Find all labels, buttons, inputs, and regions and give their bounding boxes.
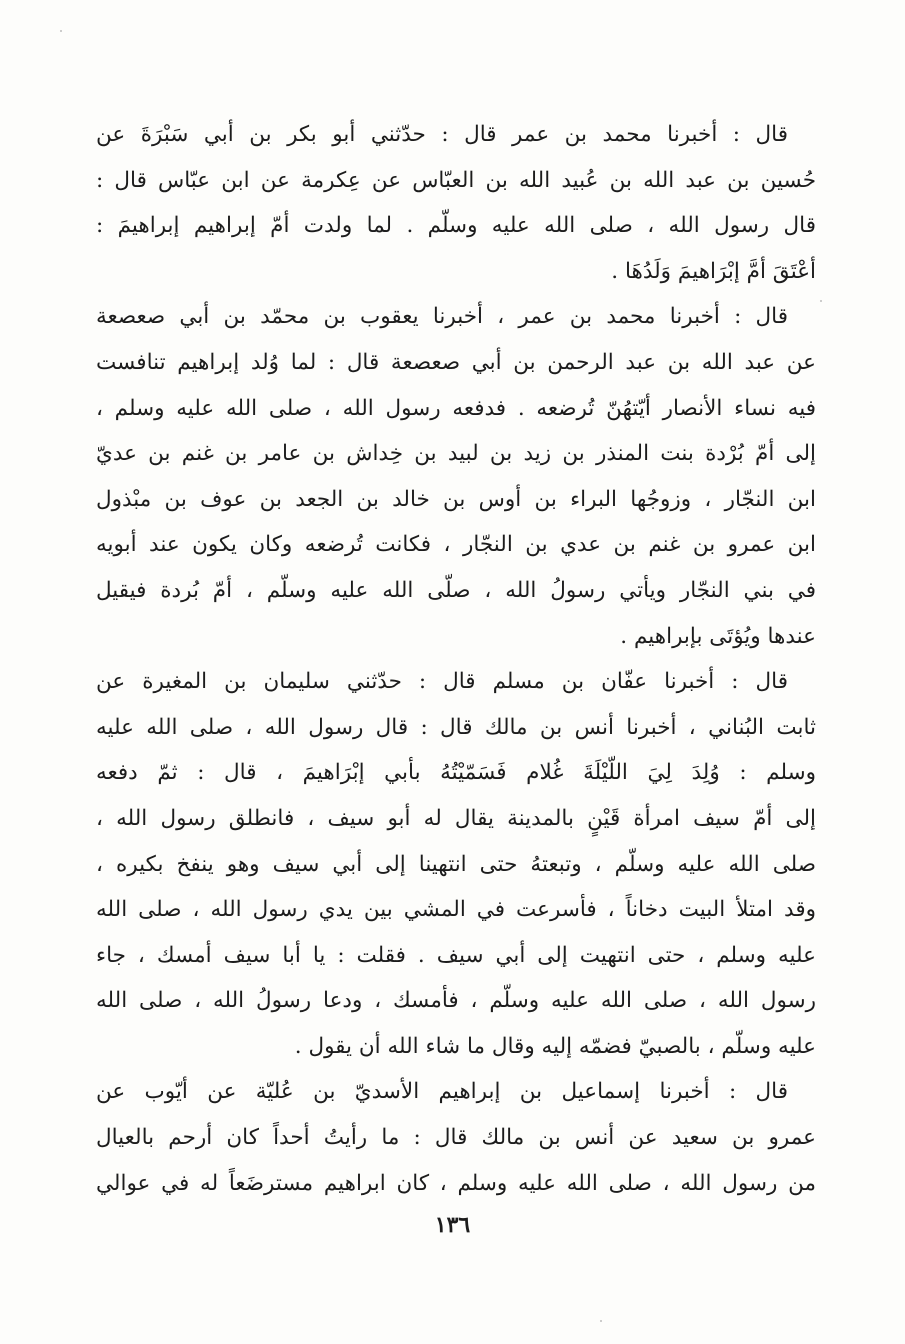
text-line: قال : أخبرنا عفّان بن مسلم قال : حدّثني سليمان بن المغيرة عن [96, 669, 788, 695]
text-line: عليه وسلّم ، بالصبيّ فضمّه إليه وقال ما شاء الله أن يقول . [294, 1033, 816, 1059]
text-line: ثابت البُناني ، أخبرنا أنس بن مالك قال : قال رسول الله ، صلى الله عليه [96, 714, 816, 740]
text-line: وقد امتلأ البيت دخاناً ، فأسرعت في المشي بين يدي رسول الله ، صلى الله [96, 897, 816, 923]
text-line: رسول الله ، صلى الله عليه وسلّم ، فأمسك ، ودعا رسولُ الله ، صلى الله [96, 988, 816, 1014]
text-line: قال : أخبرنا محمد بن عمر قال : حدّثني أبو بكر بن أبي سَبْرَةَ عن [96, 122, 788, 147]
paragraph-2 [96, 294, 816, 659]
page-body-text [96, 112, 816, 1206]
page-number: ١٣٦ [434, 1212, 471, 1238]
text-line: ابن النجّار ، وزوجُها البراء بن أوس بن خالد بن الجعد بن عوف بن مبْذول [96, 486, 816, 512]
text-line: عليه وسلم ، حتى انتهيت إلى أبي سيف . فقلت : يا أبا سيف أمسك ، جاء [96, 942, 816, 968]
text-line: قال : أخبرنا إسماعيل بن إبراهيم الأسديّ بن عُليّة عن أيّوب عن [96, 1079, 788, 1105]
text-line: من رسول الله ، صلى الله عليه وسلم ، كان ابراهيم مسترضَعاً له في عوالي [96, 1170, 816, 1196]
text-line: إلى أمّ سيف امرأة قَيْنٍ بالمدينة يقال له أبو سيف ، فانطلق رسول الله ، [96, 805, 816, 831]
text-line: صلى الله عليه وسلّم ، وتبعتهُ حتى انتهينا إلى أبي سيف وهو ينفخ بكيره ، [96, 851, 816, 877]
paragraph-4 [96, 1069, 816, 1206]
paper-speck [600, 1320, 602, 1322]
text-line: قال رسول الله ، صلى الله عليه وسلّم . لما ولدت أمّ إبراهيم إبراهيمَ : [96, 213, 816, 239]
text-line: عن عبد الله بن عبد الرحمن بن أبي صعصعة قال : لما وُلد إبراهيم تنافست [96, 349, 816, 375]
text-line: فيه نساء الأنصار أيّتهُنّ تُرضعه . فدفعه رسول الله ، صلى الله عليه وسلم ، [96, 395, 816, 421]
text-line: ابن عمرو بن غنم بن عدي بن النجّار ، فكانت تُرضعه وكان يكون عند أبويه [96, 532, 816, 558]
paragraph-1 [96, 112, 816, 294]
text-line: حُسين بن عبد الله بن عُبيد الله بن العبّاس عن عِكرمة عن ابن عبّاس قال : [96, 167, 816, 193]
text-line: قال : أخبرنا محمد بن عمر ، أخبرنا يعقوب بن محمّد بن أبي صعصعة [96, 304, 788, 330]
paper-speck [60, 30, 62, 32]
text-line: وسلم : وُلِدَ لِيَ اللّيْلَةَ غُلام فَسَمّيْتُهُ بأبي إبْرَاهيمَ ، قال : ثمّ دفعه [96, 760, 816, 786]
text-line: أعْتَقَ أمَّ إبْرَاهيمَ وَلَدُهَا . [611, 258, 816, 284]
paper-speck [820, 300, 822, 302]
text-line: عندها ويُؤتَى بإبراهيم . [620, 623, 816, 649]
text-line: إلى أمّ بُرْدة بنت المنذر بن زيد بن لبيد بن خِداش بن عامر بن غنم بن عديّ [96, 441, 816, 467]
text-line: في بني النجّار ويأتي رسولُ الله ، صلّى الله عليه وسلّم ، أمّ بُردة فيقيل [96, 577, 816, 603]
text-line: عمرو بن سعيد عن أنس بن مالك قال : ما رأيتُ أحداً كان أرحم بالعيال [96, 1125, 816, 1151]
paragraph-3 [96, 659, 816, 1069]
